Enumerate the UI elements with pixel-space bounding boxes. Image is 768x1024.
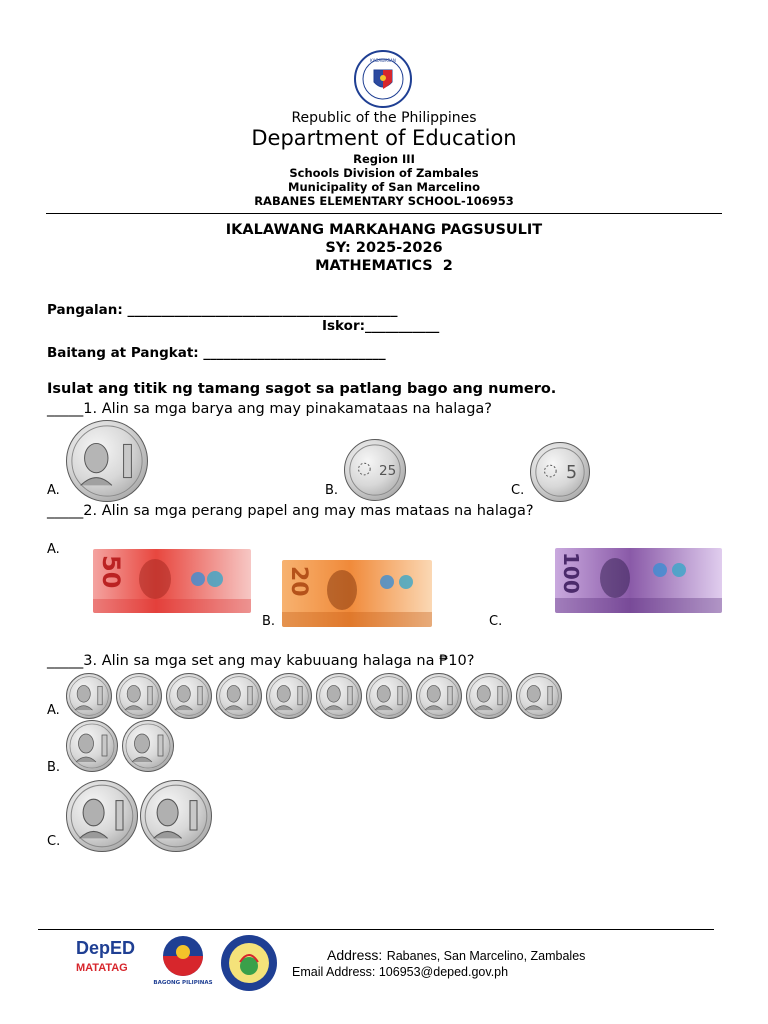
q3-set-b: [66, 720, 186, 774]
svg-text:5: 5: [566, 462, 578, 483]
coin-1-peso-6: [316, 673, 362, 719]
coin-5-peso-2: [122, 720, 174, 772]
coin-5-peso: [530, 442, 590, 502]
school-line: RABANES ELEMENTARY SCHOOL-106953: [254, 194, 514, 208]
coin-1-peso-10: [516, 673, 562, 719]
republic-line: Republic of the Philippines: [291, 110, 477, 126]
deped-matatag-logo: [74, 934, 142, 984]
school-year: SY: 2025-2026: [325, 240, 443, 256]
q1-option-c[interactable]: C.: [511, 483, 525, 498]
q2-option-b[interactable]: B.: [262, 614, 276, 629]
name-field[interactable]: Pangalan: ________________________________________: [47, 302, 398, 318]
footer-address: [327, 947, 585, 965]
q1-option-b[interactable]: B.: [325, 483, 339, 498]
coin-10-peso-1: [66, 780, 138, 852]
coin-1-peso-1: [66, 673, 112, 719]
coin-1-peso: [66, 420, 148, 502]
coin-25-sentimo: [344, 439, 406, 501]
deped-seal: [354, 50, 412, 108]
coin-1-peso-9: [466, 673, 512, 719]
score-field[interactable]: Iskor:___________: [322, 318, 440, 334]
coin-1-peso-8: [416, 673, 462, 719]
bagong-pilipinas-text: BAGONG PILIPINAS: [153, 980, 213, 986]
svg-text:KAGAWARAN: KAGAWARAN: [370, 58, 396, 63]
bill-50-peso: [93, 549, 251, 613]
coin-5-peso-1: [66, 720, 118, 772]
bill-20-peso: [282, 560, 432, 627]
instructions: Isulat ang titik ng tamang sagot sa patlang bago ang numero.: [47, 381, 557, 397]
coin-1-peso-7: [366, 673, 412, 719]
question-3: _____3. Alin sa mga set ang may kabuuang halaga na ₱10?: [47, 653, 475, 669]
department-title: Department of Education: [251, 126, 517, 150]
q3-set-c: [66, 780, 226, 852]
region-line: Region III: [353, 152, 415, 166]
header-divider: [46, 213, 722, 214]
bill-100-value: 100: [559, 552, 583, 594]
bill-20-value: 20: [286, 566, 311, 597]
school-seal-logo: [220, 934, 278, 992]
q3-option-c[interactable]: C.: [47, 834, 61, 849]
coin-1-peso-4: [216, 673, 262, 719]
footer-divider: [38, 929, 714, 930]
division-line: Schools Division of Zambales: [289, 166, 479, 180]
coin-10-peso-2: [140, 780, 212, 852]
q3-option-b[interactable]: B.: [47, 760, 61, 775]
matatag-logo-text: MATATAG: [76, 962, 128, 974]
coin-1-peso-5: [266, 673, 312, 719]
question-2: _____2. Alin sa mga perang papel ang may mas mataas na halaga?: [47, 503, 534, 519]
q3-option-a[interactable]: A.: [47, 703, 60, 718]
coin-1-peso-3: [166, 673, 212, 719]
address-value: Rabanes, San Marcelino, Zambales: [386, 949, 586, 963]
q3-set-a: [66, 673, 516, 721]
bill-50-value: 50: [97, 555, 125, 589]
exam-title: IKALAWANG MARKAHANG PAGSUSULIT: [225, 222, 543, 238]
bill-100-peso: [555, 548, 722, 613]
grade-section-field[interactable]: Baitang at Pangkat: ___________________________: [47, 345, 386, 361]
footer-email: Email Address: 106953@deped.gov.ph: [292, 965, 509, 979]
municipality-line: Municipality of San Marcelino: [288, 180, 480, 194]
bagong-pilipinas-logo: [150, 934, 216, 990]
q2-option-a[interactable]: A.: [47, 542, 60, 557]
coin-1-peso-2: [116, 673, 162, 719]
svg-text:25: 25: [378, 462, 397, 479]
subject: MATHEMATICS 2: [315, 258, 453, 274]
q2-option-c[interactable]: C.: [489, 614, 503, 629]
deped-logo-text: DepED: [76, 938, 136, 958]
q1-option-a[interactable]: A.: [47, 483, 60, 498]
question-1: _____1. Alin sa mga barya ang may pinakamataas na halaga?: [47, 401, 492, 417]
address-label: Address:: [327, 947, 383, 963]
